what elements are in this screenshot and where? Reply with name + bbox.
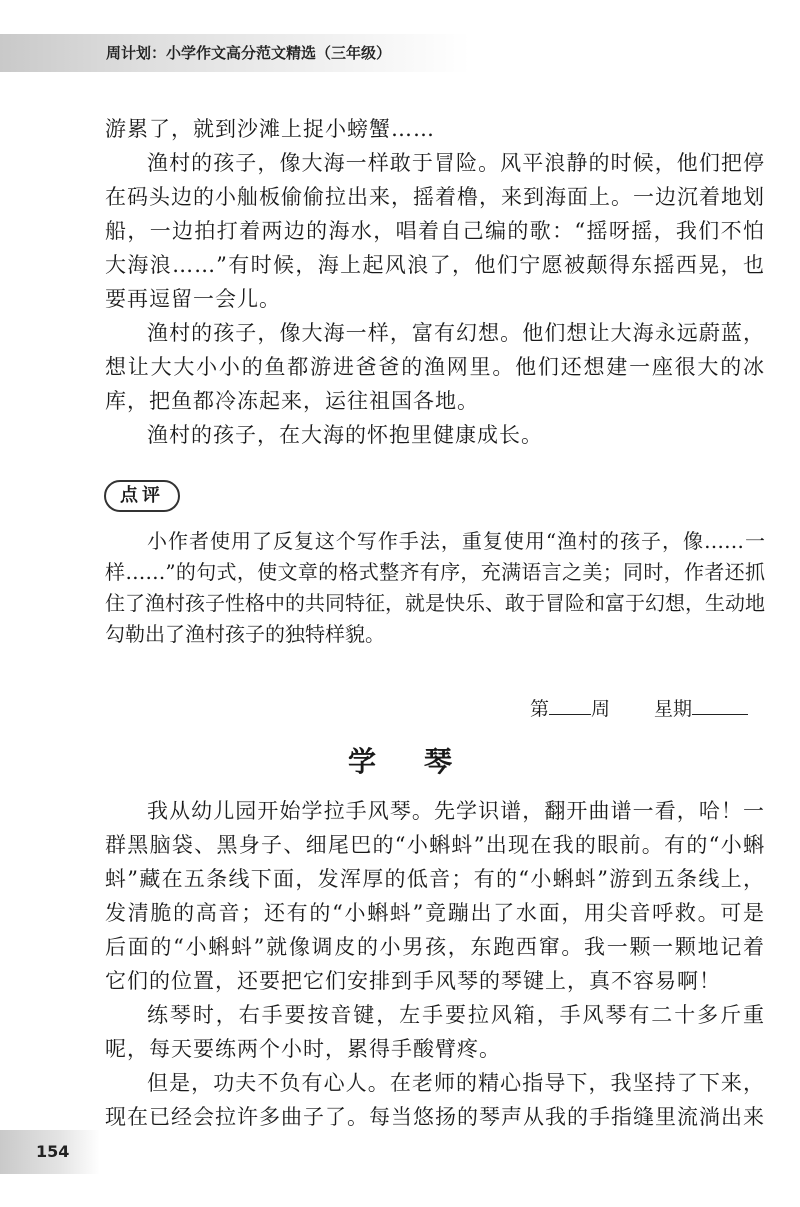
week-label: 第 [529,698,549,720]
review-text: 小作者使用了反复这个写作手法，重复使用“渔村的孩子，像……一样……”的句式，使文章的格式整齐有序，充满语言之美；同时，作者还抓住了渔村孩子性格中的共同特征，就是快乐、敢于冒险和富于幻想，生动地勾勒出了渔村孩子的独特样貌。 [105,529,765,646]
day-label: 星期 [653,698,692,720]
day-blank [692,696,748,715]
paragraph-continuation: 游累了，就到沙滩上捉小螃蟹…… [105,117,435,141]
article-paragraph-3: 但是，功夫不负有心人。在老师的精心指导下，我坚持了下来，现在已经会拉许多曲子了。每当悠扬的琴声从我的手指缝里流淌出来 [105,1071,765,1129]
page-number: 154 [0,1130,100,1174]
article-paragraph-1: 我从幼儿园开始学拉手风琴。先学识谱，翻开曲谱一看，哈！一群黑脑袋、黑身子、细尾巴的“小蝌蚪”出现在我的眼前。有的“小蝌蚪”藏在五条线下面，发浑厚的低音；有的“小蝌蚪”游到五条线上，发清脆的高音；还有的“小蝌蚪”竟蹦出了水面，用尖音呼救。可是后面的“小蝌蚪”就像调皮的小男孩，东跑西窜。我一颗一颗地记着它们的位置，还要把它们安排到手风琴的琴键上，真不容易啊！ [105,799,765,993]
book-header-title: 周计划：小学作文高分范文精选（三年级） [106,44,392,62]
paragraph-conclusion: 渔村的孩子，在大海的怀抱里健康成长。 [147,423,543,447]
article-title: 学琴 [347,745,500,778]
paragraph-fantasy: 渔村的孩子，像大海一样，富有幻想。他们想让大海永远蔚蓝，想让大大小小的鱼都游进爸爸的渔网里。他们还想建一座很大的冰库，把鱼都冷冻起来，运往祖国各地。 [105,321,765,413]
paragraph-adventure: 渔村的孩子，像大海一样敢于冒险。风平浪静的时候，他们把停在码头边的小舢板偷偷拉出来，摇着橹，来到海面上。一边沉着地划船，一边拍打着两边的海水，唱着自己编的歌：“摇呀摇，我们不怕大海浪……”有时候，海上起风浪了，他们宁愿被颠得东摇西晃，也要再逗留一会儿。 [105,151,765,311]
week-suffix: 周 [590,698,610,720]
article-paragraph-2: 练琴时，右手要按音键，左手要拉风箱，手风琴有二十多斤重呢，每天要练两个小时，累得手酸臂疼。 [105,1003,765,1061]
week-blank [549,696,591,715]
review-tag: 点评 [104,480,180,512]
week-day-line [530,694,748,721]
